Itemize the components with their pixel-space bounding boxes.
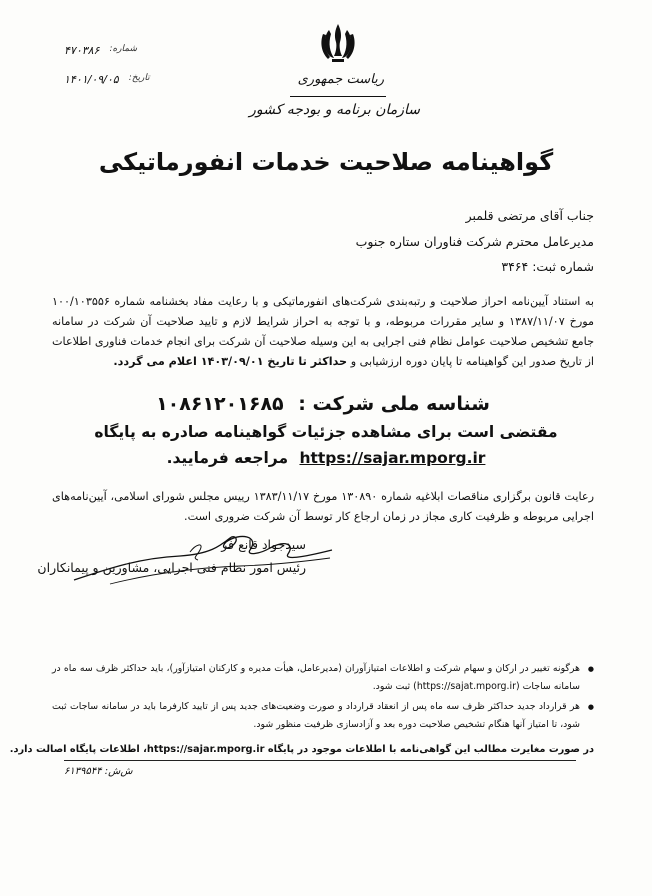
notice-line-1: مقتضی است برای مشاهده جزئیات گواهینامه صادره به پایگاه [94,423,558,441]
notice-line-2 [0,449,652,467]
main-paragraph [52,292,594,372]
letter-number-label: شماره: [109,44,138,54]
registration-number: شماره ثبت: ۳۴۶۴ [501,259,594,274]
org-name: سازمان برنامه و بودجه کشور [249,102,420,118]
national-id-label: شناسه ملی شرکت : [298,393,490,415]
signatory-position: رئیس امور نظام فنی اجرایی، مشاورین و پیمانکاران [37,560,306,575]
law-paragraph: رعایت قانون برگزاری مناقصات ابلاغیه شماره ۱۳۰۸۹۰ مورخ ۱۳۸۳/۱۱/۱۷ رییس مجلس شورای اسلامی، آیین‌نامه‌های اجرایی مربوطه و ظرفیت کاری مجاز در زمان ارجاع کار توسط آن شرکت ضروری است. [52,490,594,523]
recipient-name: جناب آقای مرتضی قلمبر [465,208,594,223]
footer-note-1: ● هرگونه تغییر در ارکان و سهام شرکت و اطلاعات امتیازآوران (مدیرعامل، هیأت مدیره و کارکنان امتیازآور)، باید حداکثر ظرف سه ماه در سامانه ساجات (https://sajat.mporg.ir) ثبت شود. [52,660,594,696]
national-id-value: ۱۰۸۶۱۲۰۱۶۸۵ [156,393,284,415]
letter-number-row [64,44,137,57]
letter-number-value: ۴۷۰۳۸۶ [64,44,100,57]
org-divider [290,96,386,97]
recipient-title: مدیرعامل محترم شرکت فناوران ستاره جنوب [355,234,594,249]
authenticity-warning: در صورت مغایرت مطالب این گواهی‌نامه با اطلاعات موجود در پایگاه https://sajar.mporg.ir، اطلاعات پایگاه اصالت دارد. [9,744,594,755]
signatory-name: سیدجواد قانع فر [221,537,306,552]
validity-date-text: حداکثر تا تاریخ ۱۴۰۳/۰۹/۰۱ اعلام می گردد. [113,355,348,368]
notice-line-2-text: مراجعه فرمایید. [166,449,289,467]
org-presidency: ریاست جمهوری [297,72,384,87]
iran-emblem-icon [318,22,358,64]
certificate-title: گواهینامه صلاحیت خدمات انفورماتیکی [98,148,554,176]
letter-date-value: ۱۴۰۱/۰۹/۰۵ [64,73,119,86]
serial-number: ش‌ش: ۶۱۳۹۵۴۴ [64,766,133,777]
letter-date-label: تاریخ: [128,73,150,83]
national-id-row [52,393,594,415]
main-paragraph-text: به استناد آیین‌نامه احراز صلاحیت و رتبه‌بندی شرکت‌های انفورماتیکی و با رعایت مفاد بخشنامه شماره ۱۰۰/۱۰۳۵۵۶ مورخ ۱۳۸۷/۱۱/۰۷ و سایر مقررات مربوطه، و با توجه به احراز شرایط لازم و تایید صلاحیت آن شرکت در سامانه جامع تشخیص صلاحیت عوامل نظام فنی اجرایی به این وسیله صلاحیت آن شرکت برای انجام خدمات فناوری اطلاعات از تاریخ صدور این گواهینامه تا پایان دوره ارزشیابی و [52,295,595,368]
footer-notes [52,660,594,736]
letter-date-row [64,73,150,86]
warning-underline [64,760,576,761]
footer-note-2: ● هر قرارداد جدید حداکثر ظرف سه ماه پس از انعقاد قرارداد و صورت وضعیت‌های جدید پس از تایید کارفرما باید در سامانه ساجات ثبت شود، تا امتیاز آنها هنگام تشخیص صلاحیت دوره بعد و آزادسازی ظرفیت منظور شود. [52,698,594,734]
sajar-link[interactable]: https://sajar.mporg.ir [299,449,486,467]
